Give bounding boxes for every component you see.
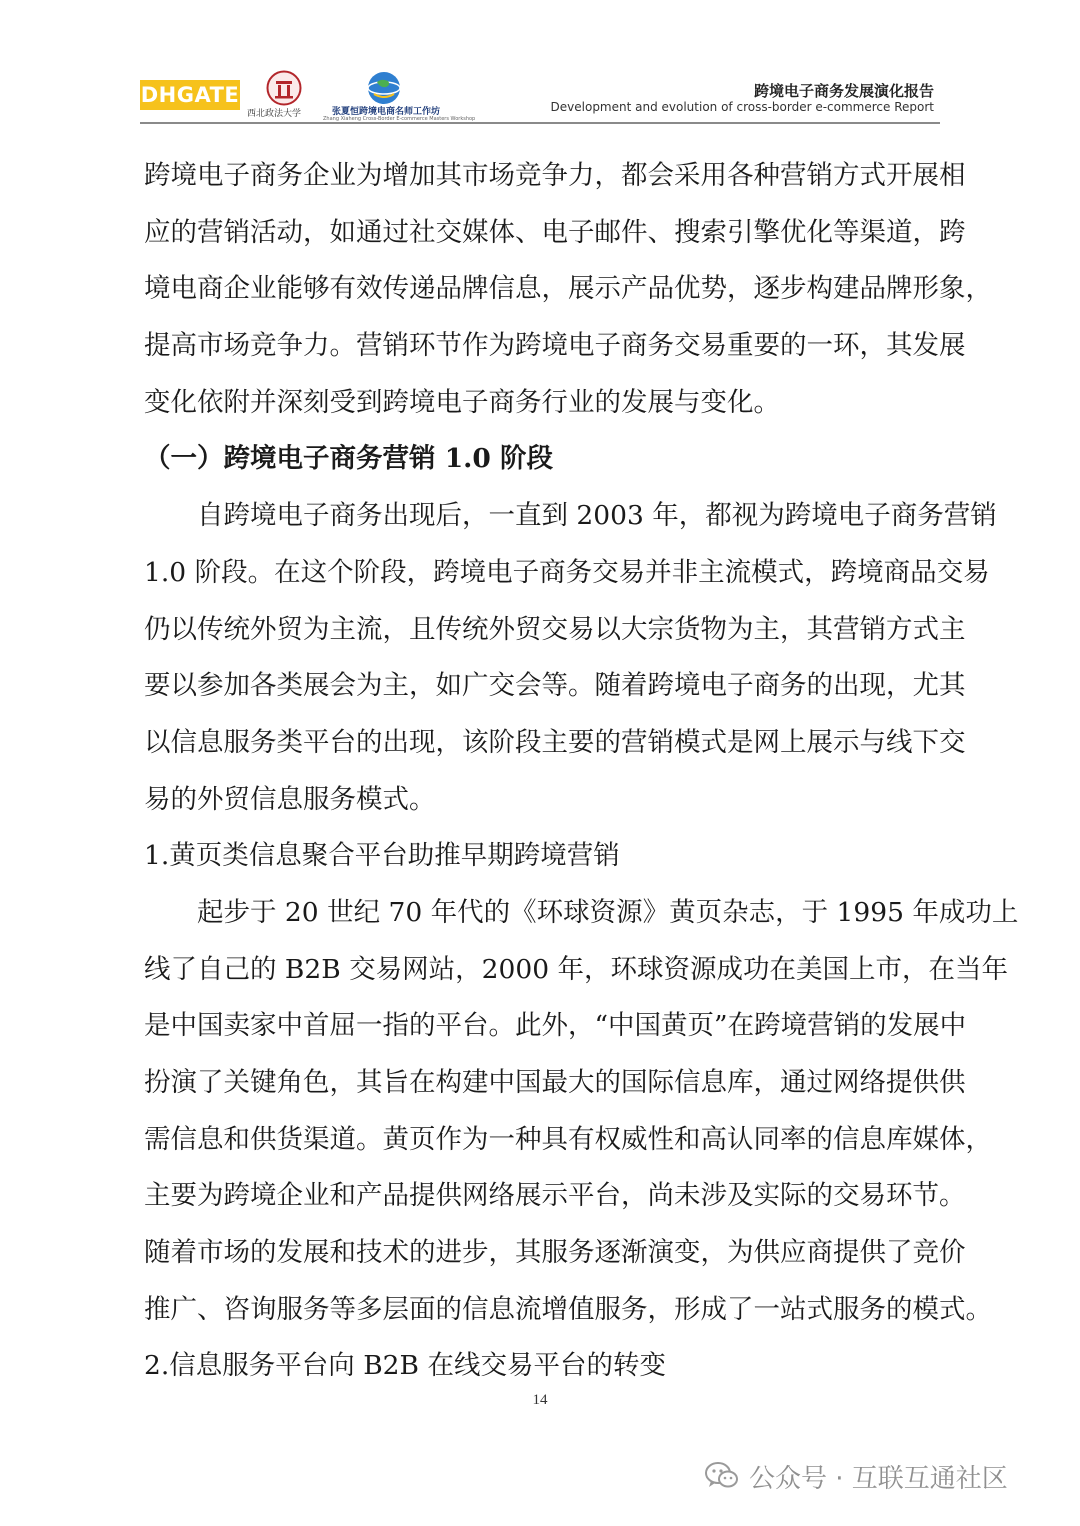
paragraph-line: 变化依附并深刻受到跨境电子商务行业的发展与变化。 xyxy=(144,386,780,418)
subsection-heading: 2.信息服务平台向 B2B 在线交易平台的转变 xyxy=(144,1350,666,1382)
paragraph-line: 提高市场竞争力。营销环节作为跨境电子商务交易重要的一环，其发展 xyxy=(144,330,966,362)
body-text xyxy=(144,148,1019,1395)
page-number: 14 xyxy=(532,1392,548,1408)
paragraph-line: 随着市场的发展和技术的进步，其服务逐渐演变，为供应商提供了竞价 xyxy=(144,1237,966,1269)
paragraph-line: 跨境电子商务企业为增加其市场竞争力，都会采用各种营销方式开展相 xyxy=(144,160,966,191)
wechat-icon xyxy=(705,1461,739,1491)
university-emblem-icon xyxy=(266,70,302,106)
paragraph-line: 自跨境电子商务出现后，一直到 2003 年，都视为跨境电子商务营销 xyxy=(197,500,997,532)
report-title: 跨境电子商务发展演化报告 xyxy=(753,82,934,100)
paragraph-line: 推广、咨询服务等多层面的信息流增值服务，形成了一站式服务的模式。 xyxy=(144,1293,992,1325)
paragraph-line: 以信息服务类平台的出现，该阶段主要的营销模式是网上展示与线下交 xyxy=(144,726,966,758)
paragraph-line: 仍以传统外贸为主流，且传统外贸交易以大宗货物为主，其营销方式主 xyxy=(144,613,966,645)
paragraph-line: 需信息和供货渠道。黄页作为一种具有权威性和高认同率的信息库媒体， xyxy=(144,1123,992,1155)
page-header xyxy=(0,0,1080,140)
paragraph-line: 易的外贸信息服务模式。 xyxy=(144,783,436,815)
paragraph-line: 起步于 20 世纪 70 年代的《环球资源》黄页杂志，于 1995 年成功上 xyxy=(197,896,1019,928)
wechat-watermark xyxy=(705,1458,1008,1494)
paragraph-line: 线了自己的 B2B 交易网站，2000 年，环球资源成功在美国上市，在当年 xyxy=(144,953,1009,985)
paragraph-line: 要以参加各类展会为主，如广交会等。随着跨境电子商务的出现，尤其 xyxy=(144,670,966,702)
watermark-text: 公众号 · 互联互通社区 xyxy=(749,1463,1008,1494)
paragraph-line: 是中国卖家中首屈一指的平台。此外，“中国黄页”在跨境营销的发展中 xyxy=(144,1010,967,1042)
header-divider xyxy=(140,122,940,124)
paragraph-line: 应的营销活动，如通过社交媒体、电子邮件、搜索引擎优化等渠道，跨 xyxy=(144,216,966,248)
workshop-globe-icon xyxy=(366,70,402,106)
paragraph-line: 主要为跨境企业和产品提供网络展示平台，尚未涉及实际的交易环节。 xyxy=(144,1180,966,1212)
dhgate-logo: DHGATE xyxy=(140,80,240,110)
paragraph-line: 境电商企业能够有效传递品牌信息，展示产品优势，逐步构建品牌形象， xyxy=(144,273,992,305)
report-subtitle: Development and evolution of cross-border e-commerce Report xyxy=(550,100,934,114)
paragraph-line: 扮演了关键角色，其旨在构建中国最大的国际信息库，通过网络提供供 xyxy=(144,1067,966,1098)
section-heading: （一）跨境电子商务营销 1.0 阶段 xyxy=(144,443,554,475)
paragraph-line: 1.0 阶段。在这个阶段，跨境电子商务交易并非主流模式，跨境商品交易 xyxy=(144,556,990,588)
workshop-name-english: Zhang Xiaheng Cross-Border E-commerce Masters Workshop xyxy=(323,116,476,122)
university-name: 西北政法大学 xyxy=(246,109,301,119)
subsection-heading: 1.黄页类信息聚合平台助推早期跨境营销 xyxy=(144,840,620,872)
workshop-name: 张夏恒跨境电商名师工作坊 xyxy=(331,107,440,117)
